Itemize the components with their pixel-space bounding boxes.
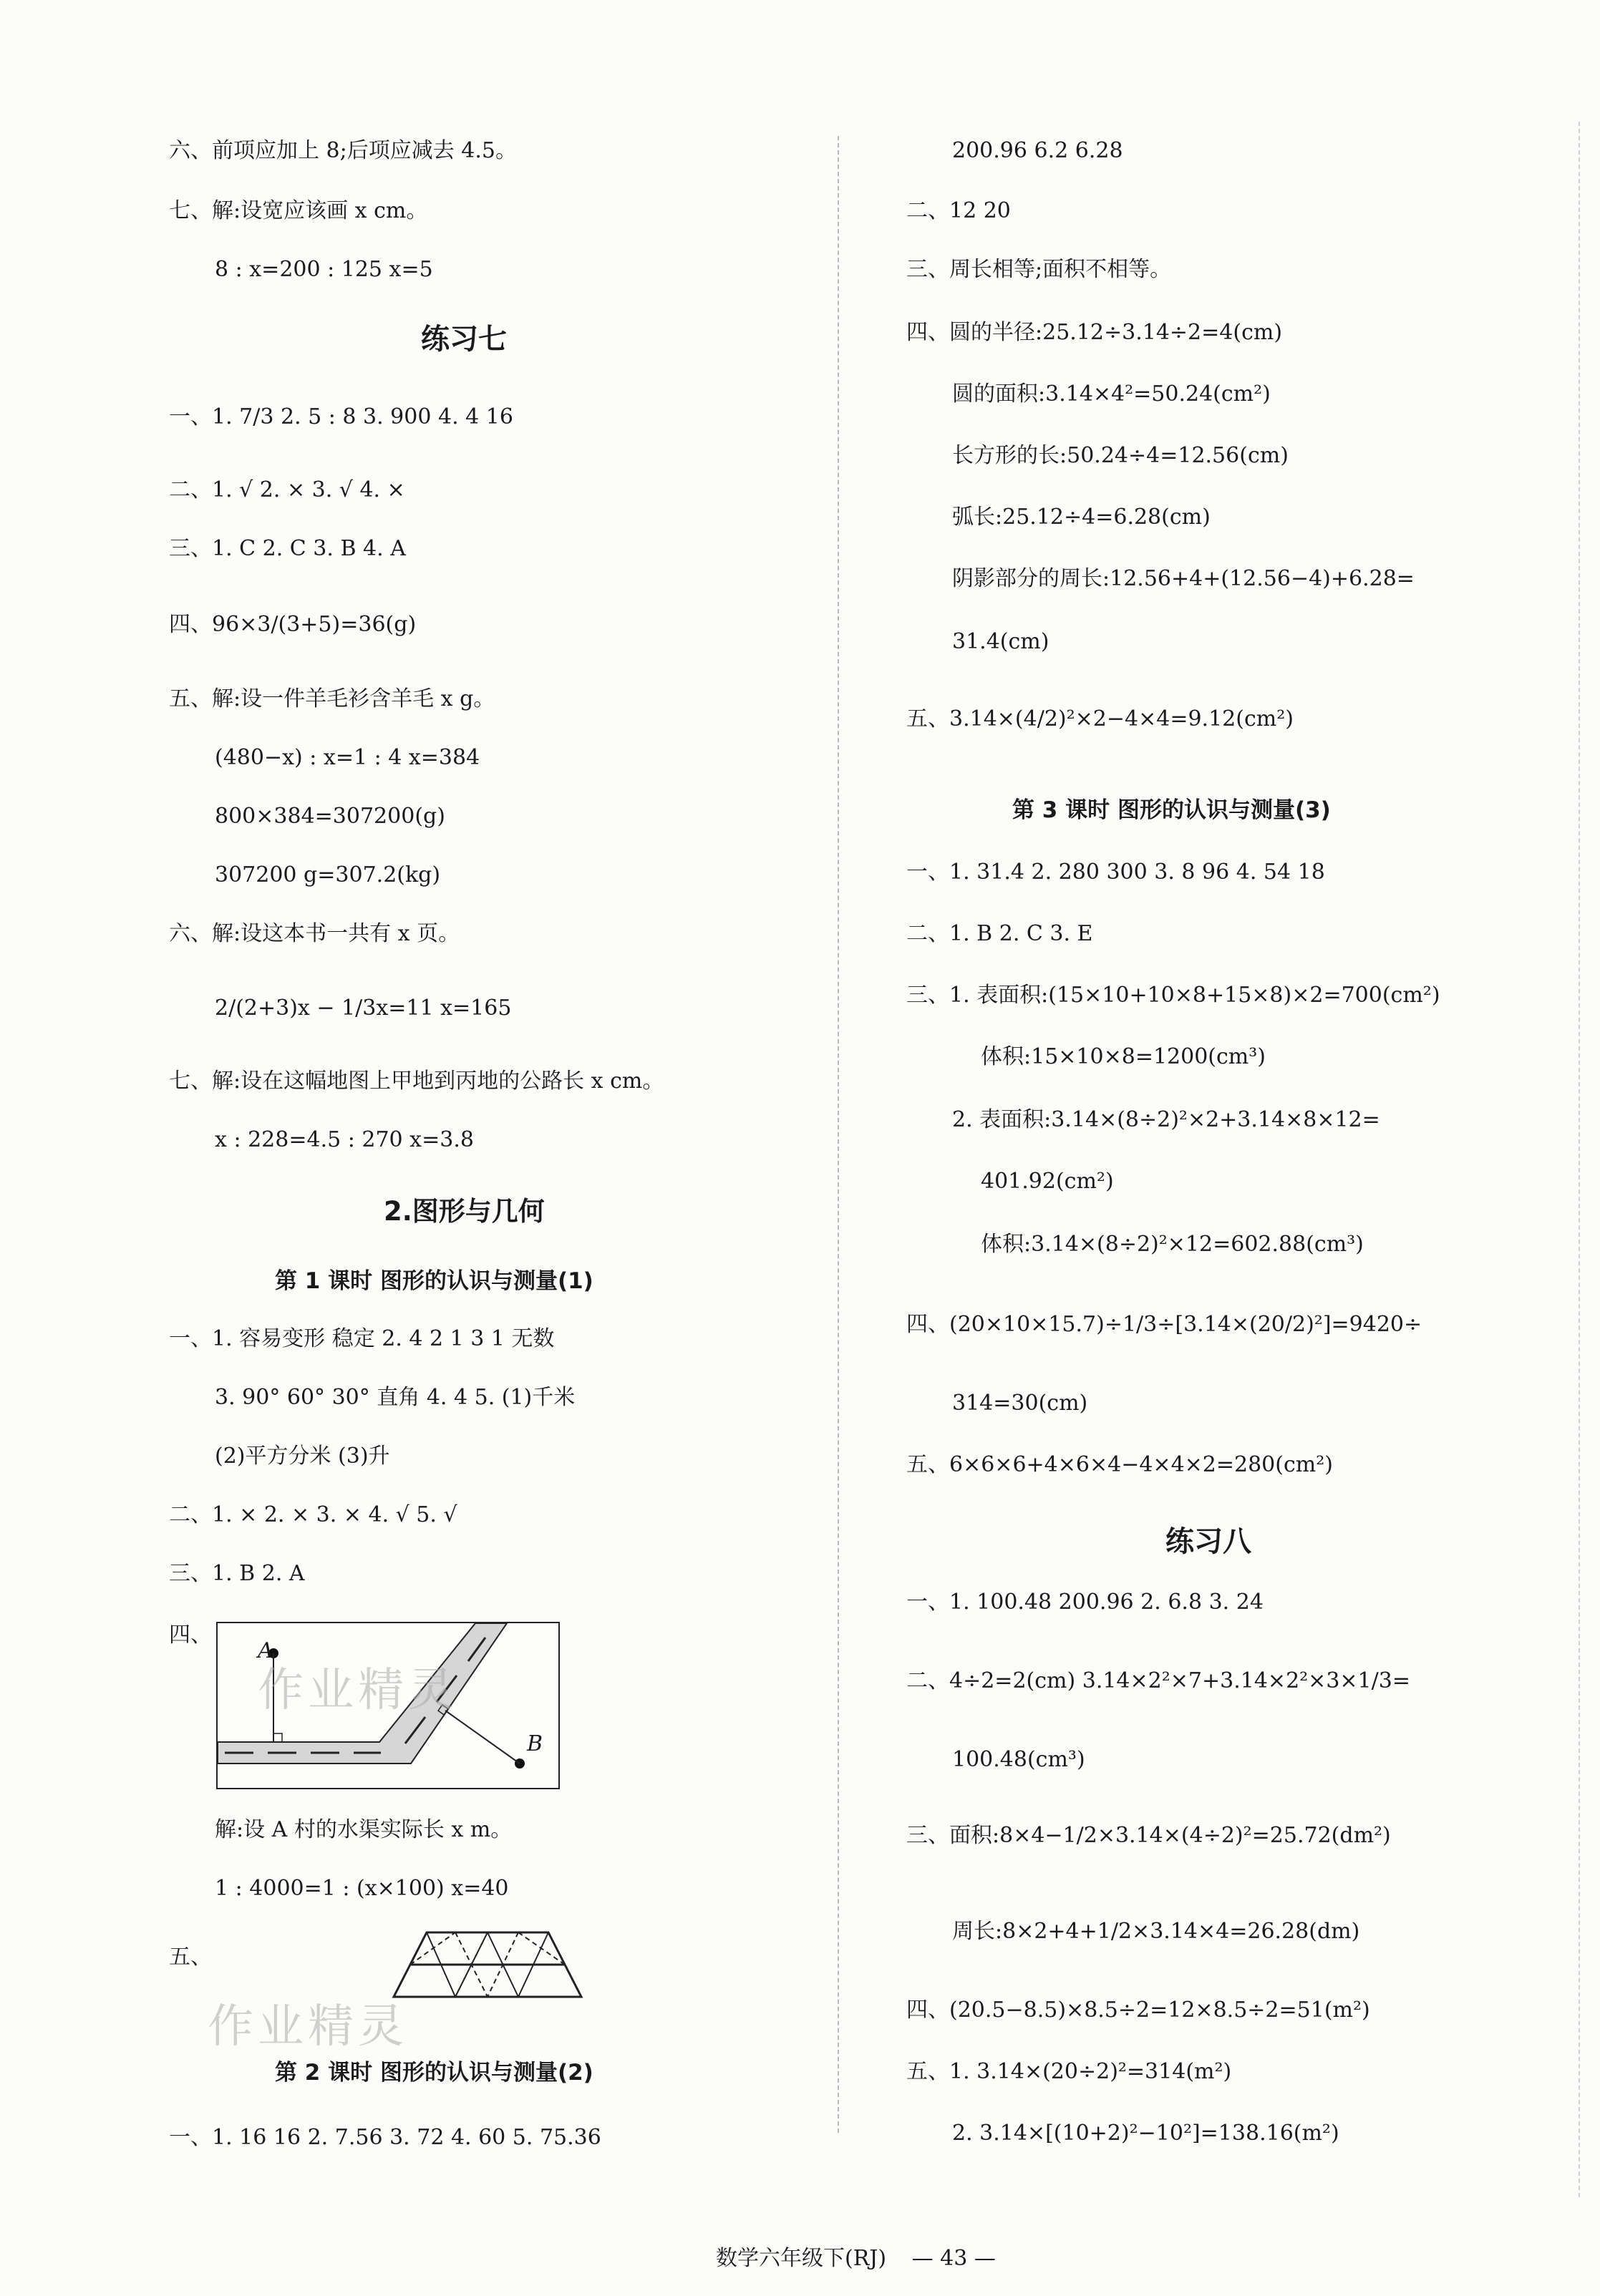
heading-practice-7: 练习七 bbox=[421, 323, 507, 356]
answer-line: 二、1. × 2. × 3. × 4. √ 5. √ bbox=[169, 1502, 457, 1527]
answer-line: 二、1. B 2. C 3. E bbox=[906, 921, 1093, 946]
answer-line: 8 : x=200 : 125 x=5 bbox=[215, 257, 433, 282]
answer-line: 401.92(cm²) bbox=[981, 1169, 1114, 1194]
answer-line: 五、1. 3.14×(20÷2)²=314(m²) bbox=[906, 2059, 1232, 2084]
answer-line: 解:设 A 村的水渠实际长 x m。 bbox=[215, 1817, 513, 1842]
answer-line: 四、(20×10×15.7)÷1/3÷[3.14×(20/2)²]=9420÷ bbox=[906, 1312, 1422, 1337]
footer-label: 数学六年级下(RJ) bbox=[716, 2246, 887, 2271]
heading-lesson-1: 第 1 课时 图形的认识与测量(1) bbox=[275, 1268, 593, 1294]
answer-line: 三、面积:8×4−1/2×3.14×(4÷2)²=25.72(dm²) bbox=[906, 1823, 1391, 1848]
answer-line: 二、4÷2=2(cm) 3.14×2²×7+3.14×2²×3×1/3= bbox=[906, 1668, 1410, 1693]
right-angle-mark bbox=[273, 1733, 282, 1742]
answer-line: (2)平方分米 (3)升 bbox=[215, 1444, 390, 1469]
answer-line: x : 228=4.5 : 270 x=3.8 bbox=[215, 1127, 474, 1152]
watermark: 作业精灵 bbox=[208, 2000, 408, 2053]
answer-line: 四、(20.5−8.5)×8.5÷2=12×8.5÷2=51(m²) bbox=[906, 1998, 1370, 2023]
dashed-divider bbox=[518, 1932, 565, 1965]
answer-line: 三、1. B 2. A bbox=[169, 1561, 305, 1586]
answer-line: 3. 90° 60° 30° 直角 4. 4 5. (1)千米 bbox=[215, 1385, 576, 1410]
answer-line: 五、6×6×6+4×6×4−4×4×2=280(cm²) bbox=[906, 1452, 1333, 1477]
column-divider bbox=[838, 136, 839, 2133]
answer-line: 800×384=307200(g) bbox=[215, 804, 445, 829]
answer-line: 一、1. 7/3 2. 5 : 8 3. 900 4. 4 16 bbox=[169, 404, 513, 429]
answer-line: 一、1. 31.4 2. 280 300 3. 8 96 4. 54 18 bbox=[906, 860, 1325, 885]
answer-line: 二、12 20 bbox=[906, 198, 1011, 223]
answer-line: 100.48(cm³) bbox=[952, 1747, 1085, 1772]
trapezoid-figure bbox=[391, 1930, 584, 2001]
answer-line: 31.4(cm) bbox=[952, 629, 1049, 654]
answer-line: 307200 g=307.2(kg) bbox=[215, 862, 441, 887]
answer-line: 体积:3.14×(8÷2)²×12=602.88(cm³) bbox=[981, 1232, 1364, 1257]
answer-line: 六、解:设这本书一共有 x 页。 bbox=[169, 921, 460, 946]
answer-line: 长方形的长:50.24÷4=12.56(cm) bbox=[952, 443, 1289, 468]
answer-line: 五、 bbox=[169, 1945, 212, 1970]
answer-line: (480−x) : x=1 : 4 x=384 bbox=[215, 745, 480, 770]
page-edge-line bbox=[1579, 122, 1580, 2197]
answer-line: 314=30(cm) bbox=[952, 1391, 1088, 1416]
answer-line: 五、解:设一件羊毛衫含羊毛 x g。 bbox=[169, 686, 495, 711]
answer-line: 六、前项应加上 8;后项应减去 4.5。 bbox=[169, 138, 517, 163]
answer-line: 四、 bbox=[169, 1623, 212, 1648]
page-footer bbox=[716, 2240, 996, 2272]
answer-line: 1 : 4000=1 : (x×100) x=40 bbox=[215, 1876, 509, 1901]
heading-section-2: 2.图形与几何 bbox=[384, 1196, 545, 1227]
answer-line: 三、1. 表面积:(15×10+10×8+15×8)×2=700(cm²) bbox=[906, 983, 1440, 1008]
answer-line: 体积:15×10×8=1200(cm³) bbox=[981, 1044, 1266, 1069]
point-a-label: A bbox=[258, 1638, 273, 1663]
answer-line: 一、1. 容易变形 稳定 2. 4 2 1 3 1 无数 bbox=[169, 1326, 555, 1351]
answer-line: 四、96×3/(3+5)=36(g) bbox=[169, 612, 417, 637]
answer-line: 七、解:设宽应该画 x cm。 bbox=[169, 198, 428, 223]
answer-line: 2. 表面积:3.14×(8÷2)²×2+3.14×8×12= bbox=[952, 1107, 1380, 1132]
dashed-divider bbox=[410, 1932, 455, 1965]
answer-line: 周长:8×2+4+1/2×3.14×4=26.28(dm) bbox=[952, 1919, 1360, 1944]
answer-line: 三、周长相等;面积不相等。 bbox=[906, 257, 1172, 282]
answer-line: 五、3.14×(4/2)²×2−4×4=9.12(cm²) bbox=[906, 706, 1294, 731]
heading-lesson-3: 第 3 课时 图形的认识与测量(3) bbox=[1012, 797, 1331, 823]
page-number: — 43 — bbox=[911, 2246, 996, 2271]
watermark: 作业精灵 bbox=[258, 1664, 458, 1717]
answer-line: 2/(2+3)x − 1/3x=11 x=165 bbox=[215, 996, 512, 1021]
answer-line: 三、1. C 2. C 3. B 4. A bbox=[169, 536, 406, 561]
answer-line: 200.96 6.2 6.28 bbox=[952, 138, 1123, 163]
answer-line: 七、解:设在这幅地图上甲地到丙地的公路长 x cm。 bbox=[169, 1069, 664, 1094]
answer-line: 四、圆的半径:25.12÷3.14÷2=4(cm) bbox=[906, 320, 1283, 345]
heading-lesson-2: 第 2 课时 图形的认识与测量(2) bbox=[275, 2060, 593, 2086]
answer-line: 阴影部分的周长:12.56+4+(12.56−4)+6.28= bbox=[952, 566, 1415, 591]
answer-line: 2. 3.14×[(10+2)²−10²]=138.16(m²) bbox=[952, 2121, 1339, 2146]
answer-line: 圆的面积:3.14×4²=50.24(cm²) bbox=[952, 381, 1271, 407]
point-b-label: B bbox=[527, 1731, 543, 1756]
answer-line: 二、1. √ 2. × 3. √ 4. × bbox=[169, 477, 405, 502]
heading-practice-8: 练习八 bbox=[1165, 1525, 1251, 1558]
answer-line: 弧长:25.12÷4=6.28(cm) bbox=[952, 505, 1211, 530]
answer-line: 一、1. 16 16 2. 7.56 3. 72 4. 60 5. 75.36 bbox=[169, 2125, 601, 2150]
answer-line: 一、1. 100.48 200.96 2. 6.8 3. 24 bbox=[906, 1590, 1264, 1615]
